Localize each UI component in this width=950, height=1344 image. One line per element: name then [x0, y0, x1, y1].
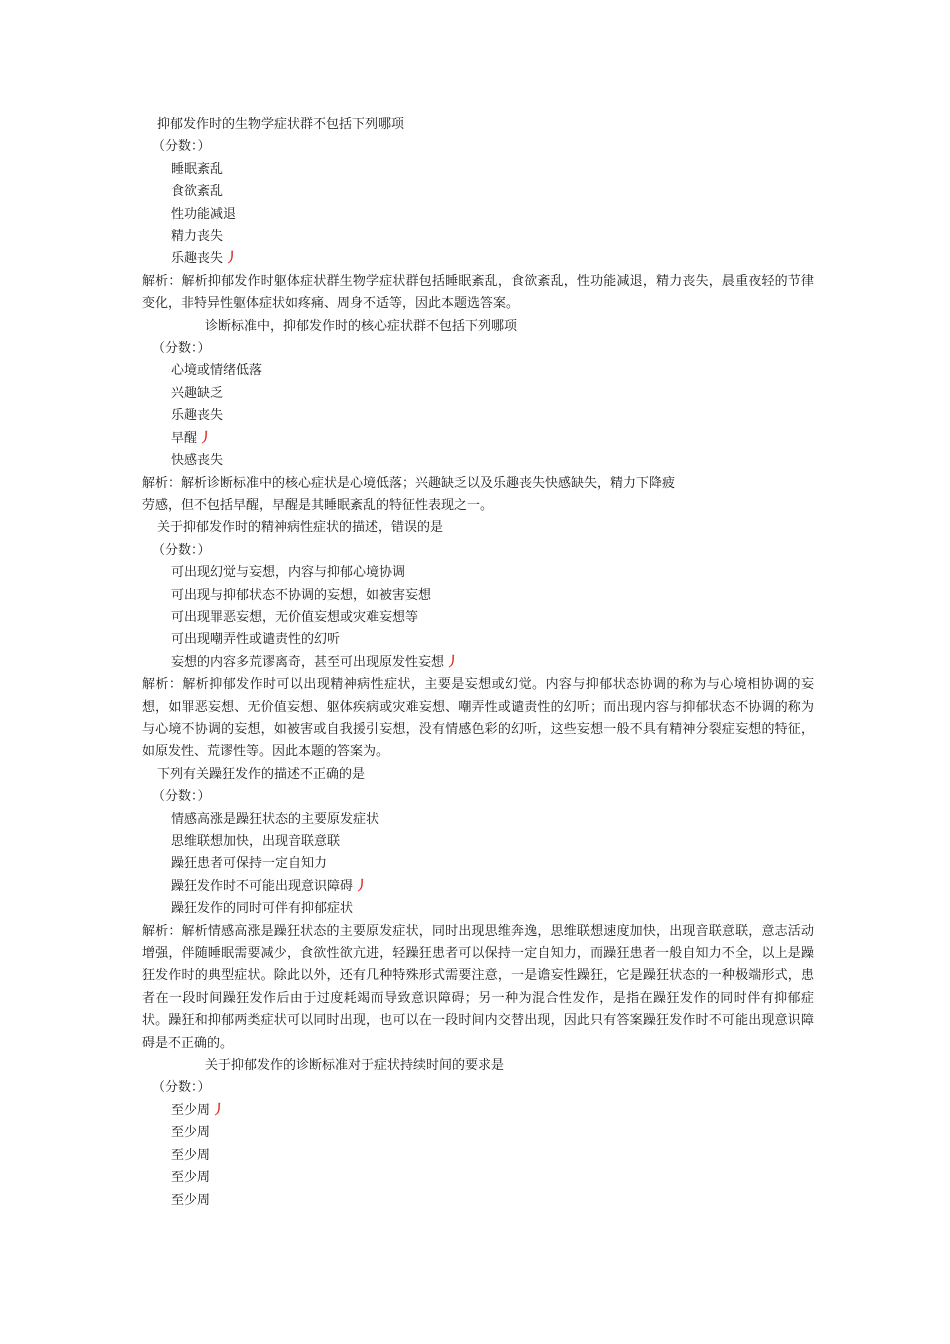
option: 乐趣丧失 丿: [171, 251, 239, 267]
answer-check-mark: 丿: [446, 654, 460, 670]
question-analysis: 解析：解析情感高涨是躁狂状态的主要原发症状，同时出现思维奔逸，思维联想速度加快，出现音联意联，意志活动增强，伴随睡眠需要减少，食欲性欲亢进，轻躁狂患者可以保持一定自知力，而躁狂患者一般自知力不全，以上是躁狂发作时的典型症状。除此以外，还有几种特殊形式需要注意，一是谵妄性躁狂，它是躁狂状态的一种极端形式，患者在一段时间躁狂发作后由于过度耗竭而导致意识障碍；另一种为混合性发作，是指在躁狂发作的同时伴有抑郁症状。躁狂和抑郁两类症状可以同时出现，也可以在一段时间内交替出现，因此只有答案躁狂发作时不可能出现意识障碍是不正确的。: [142, 923, 814, 1051]
option: 心境或情绪低落: [171, 363, 263, 379]
question-score: （分数：）: [152, 341, 211, 357]
answer-check-mark: 丿: [355, 878, 369, 894]
option: 至少周: [171, 1192, 211, 1208]
option: 躁狂发作的同时可伴有抑郁症状: [171, 901, 354, 917]
question-analysis: 解析：解析抑郁发作时躯体症状群生物学症状群包括睡眠紊乱，食欲紊乱，性功能减退，精力丧失，晨重夜轻的节律变化，非特异性躯体症状如疼痛、周身不适等，因此本题选答案。: [142, 273, 814, 312]
option: 可出现幻觉与妄想，内容与抑郁心境协调: [171, 565, 406, 581]
question-score: （分数：）: [152, 542, 211, 558]
option: 妄想的内容多荒谬离奇，甚至可出现原发性妄想 丿: [171, 654, 460, 670]
question-analysis: 解析：解析抑郁发作时可以出现精神病性症状，主要是妄想或幻觉。内容与抑郁状态协调的称为与心境相协调的妄想，如罪恶妄想、无价值妄想、躯体疾病或灾难妄想、嘲弄性或谴责性的幻听；而出现内容与抑郁状态不协调的称为与心境不协调的妄想，如被害或自我援引妄想，没有情感色彩的幻听，这些妄想一般不具有精神分裂症妄想的特征，如原发性、荒谬性等。因此本题的答案为。: [142, 677, 814, 760]
option: 乐趣丧失: [171, 408, 224, 424]
question-stem: 下列有关躁狂发作的描述不正确的是: [157, 766, 366, 782]
answer-check-mark: 丿: [199, 430, 213, 446]
option: 快感丧失: [171, 453, 224, 469]
question-score: （分数：）: [152, 789, 211, 805]
option: 兴趣缺乏: [171, 385, 224, 401]
option: 早醒 丿: [171, 430, 213, 446]
question-stem: 关于抑郁发作的诊断标准对于症状持续时间的要求是: [205, 1058, 505, 1074]
question-score: （分数：）: [152, 1080, 211, 1096]
question-stem: 关于抑郁发作时的精神病性症状的描述，错误的是: [157, 520, 444, 536]
option: 思维联想加快，出现音联意联: [171, 834, 341, 849]
option: 至少周: [171, 1170, 211, 1186]
question-analysis: 劳感，但不包括早醒，早醒是其睡眠紊乱的特征性表现之一。: [142, 497, 494, 513]
option: 精力丧失: [171, 229, 224, 245]
option: 情感高涨是躁狂状态的主要原发症状: [171, 811, 380, 827]
question-stem: 抑郁发作时的生物学症状群不包括下列哪项: [157, 117, 405, 132]
option: 睡眠紊乱: [171, 161, 224, 177]
question-score: （分数：）: [152, 139, 211, 155]
answer-check-mark: 丿: [212, 1102, 226, 1118]
option: 可出现嘲弄性或谴责性的幻听: [171, 632, 341, 648]
option: 至少周 丿: [171, 1102, 226, 1118]
question-analysis: 解析：解析诊断标准中的核心症状是心境低落；兴趣缺乏以及乐趣丧失快感缺失，精力下降疲: [142, 475, 676, 491]
answer-check-mark: 丿: [225, 251, 239, 267]
option: 躁狂患者可保持一定自知力: [171, 856, 328, 872]
option: 至少周: [171, 1147, 211, 1163]
option: 性功能减退: [171, 206, 237, 222]
document-body: [142, 114, 814, 1212]
option: 食欲紊乱: [171, 184, 224, 200]
option: 可出现罪恶妄想，无价值妄想或灾难妄想等: [171, 609, 419, 625]
option: 至少周: [171, 1125, 211, 1141]
question-stem: 诊断标准中，抑郁发作时的核心症状群不包括下列哪项: [205, 318, 518, 334]
option: 可出现与抑郁状态不协调的妄想，如被害妄想: [171, 587, 432, 603]
option: 躁狂发作时不可能出现意识障碍 丿: [171, 878, 369, 894]
